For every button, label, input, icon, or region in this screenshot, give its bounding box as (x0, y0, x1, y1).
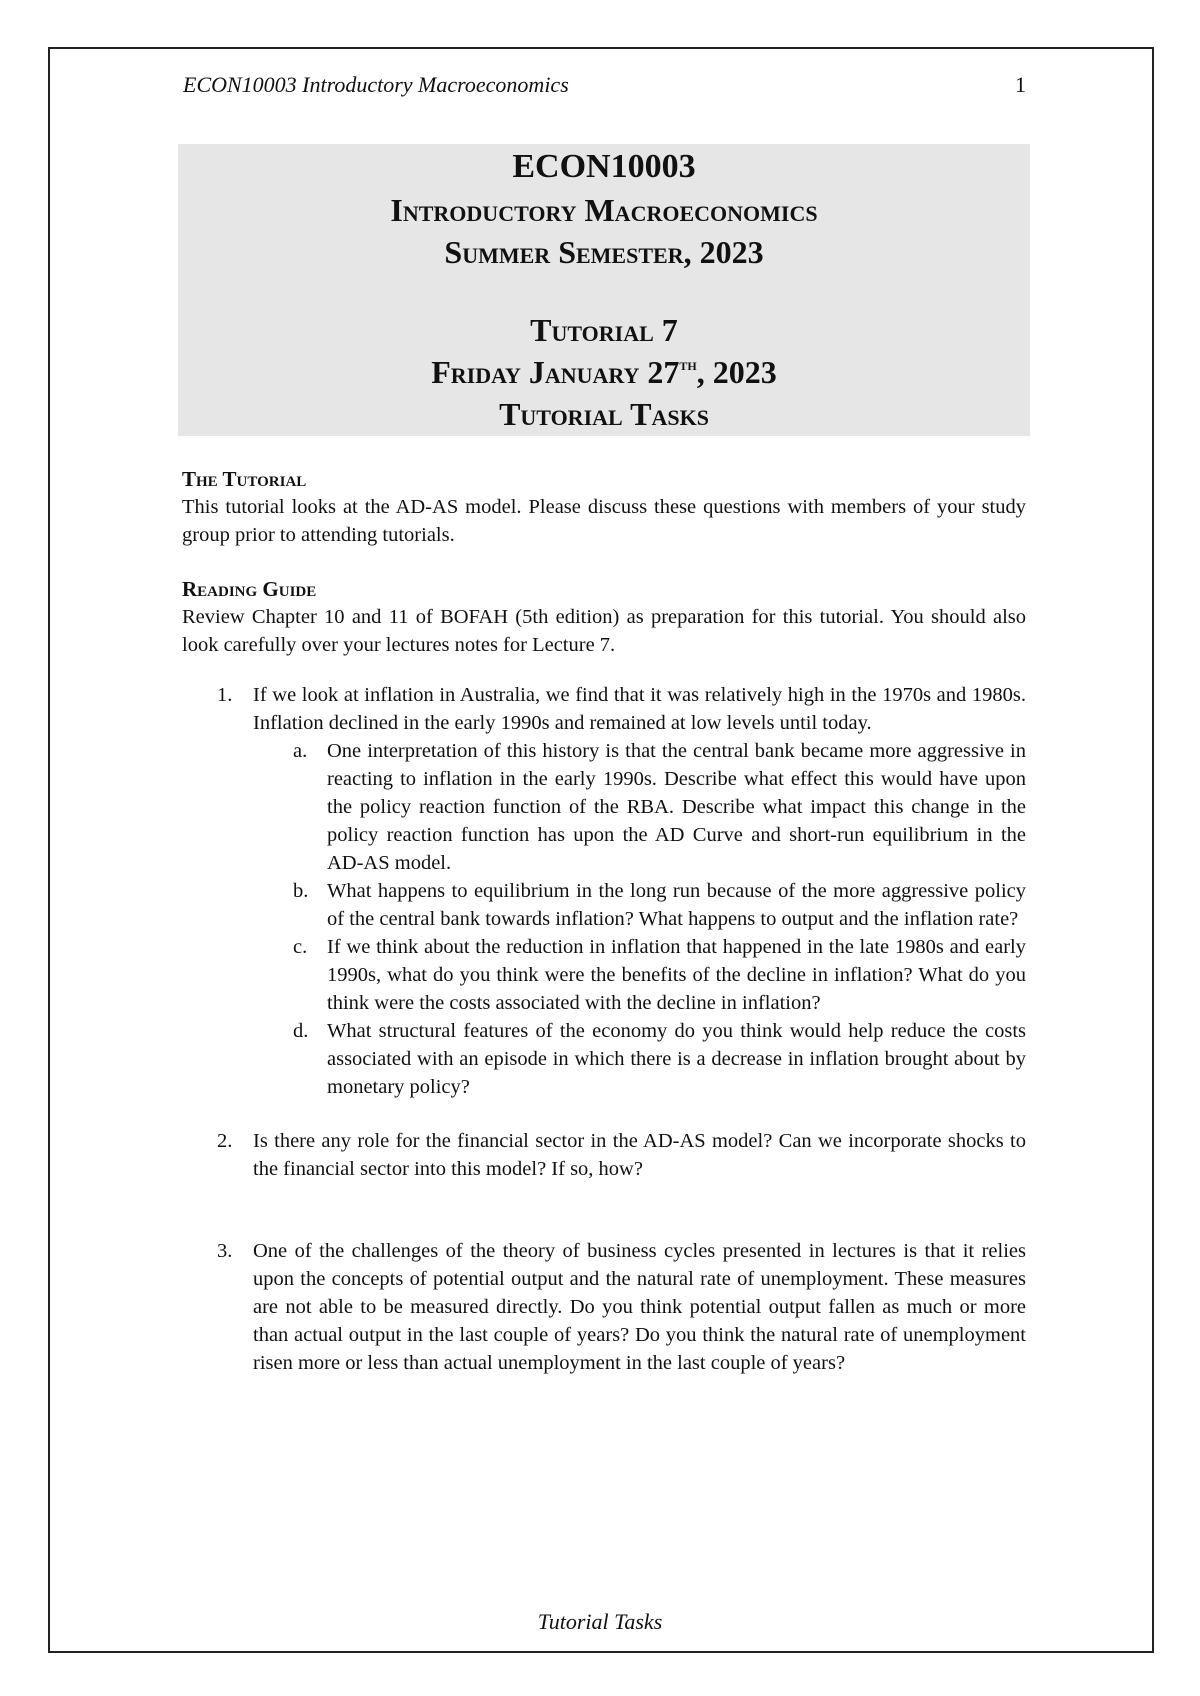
sub-question-text: What happens to equilibrium in the long run because of the more aggressive policy of the central bank towards inflation? What happens to output and the inflation rate? (327, 880, 1026, 930)
question-text: Is there any role for the financial sector in the AD-AS model? Can we incorporate shocks to the financial sector into this model? If so, how? (253, 1130, 1026, 1180)
page-number: 1 (1015, 72, 1026, 97)
running-footer: Tutorial Tasks (537, 1609, 663, 1634)
question-list (182, 681, 1026, 1377)
sub-question-letter: d. (293, 1020, 309, 1042)
section-heading-tutorial: The Tutorial (182, 467, 307, 491)
question-item (182, 1237, 1026, 1377)
sub-question-item (253, 737, 1026, 877)
semester: Summer Semester, 2023 (444, 234, 764, 270)
reading-description: Review Chapter 10 and 11 of BOFAH (5th edition) as preparation for this tutorial. You should also look carefully over your lectures notes for Lecture 7. (182, 606, 1026, 656)
document-body (182, 465, 1026, 1377)
tutorial-description: This tutorial looks at the AD-AS model. Please discuss these questions with members of your study group prior to attending tutorials. (182, 496, 1026, 546)
course-name: Introductory Macroeconomics (390, 192, 818, 228)
sub-question-item (253, 877, 1026, 933)
question-text: One of the challenges of the theory of business cycles presented in lectures is that it relies upon the concepts of potential output and the natural rate of unemployment. These measures are not able to be measured directly. Do you think potential output fallen as much or more than actual output in the last couple of years? Do you think the natural rate of unemployment risen more or less than actual unemployment in the last couple of years? (253, 1240, 1026, 1374)
sub-question-letter: c. (293, 936, 308, 958)
tutorial-date (178, 354, 1030, 391)
question-number: 1. (217, 684, 233, 706)
sub-question-text: If we think about the reduction in inflation that happened in the late 1980s and early 1990s, what do you think were the benefits of the decline in inflation? What do you think were the costs associated with the decline in inflation? (327, 936, 1026, 1014)
title-block (178, 144, 1030, 436)
question-item (182, 681, 1026, 1101)
section-heading-reading: Reading Guide (182, 577, 317, 601)
question-item (182, 1127, 1026, 1183)
date-superscript: th (679, 354, 697, 374)
sub-question-list (253, 737, 1026, 1101)
sub-question-letter: a. (293, 740, 308, 762)
sub-question-letter: b. (293, 880, 309, 902)
sub-question-item (253, 1017, 1026, 1101)
date-main: Friday January 27 (431, 354, 680, 391)
running-header (183, 72, 1026, 102)
header-course: ECON10003 Introductory Macroeconomics (183, 72, 569, 97)
sub-question-item (253, 933, 1026, 1017)
question-text: If we look at inflation in Australia, we find that it was relatively high in the 1970s and 1980s. Inflation declined in the early 1990s and remained at low levels until today. (253, 684, 1026, 734)
sub-question-text: What structural features of the economy do you think would help reduce the costs associated with an episode in which there is a decrease in inflation brought about by monetary policy? (327, 1020, 1026, 1098)
question-number: 3. (217, 1240, 233, 1262)
question-number: 2. (217, 1130, 233, 1152)
course-code: ECON10003 (512, 148, 696, 185)
date-year: , 2023 (696, 354, 777, 391)
document-subtitle: Tutorial Tasks (499, 396, 709, 432)
tutorial-number: Tutorial 7 (530, 312, 678, 348)
sub-question-text: One interpretation of this history is that the central bank became more aggressive in reacting to inflation in the early 1990s. Describe what effect this would have upon the policy reaction function of the RBA. Describe what impact this change in the policy reaction function has upon the AD Curve and short-run equilibrium in the AD-AS model. (327, 740, 1026, 874)
